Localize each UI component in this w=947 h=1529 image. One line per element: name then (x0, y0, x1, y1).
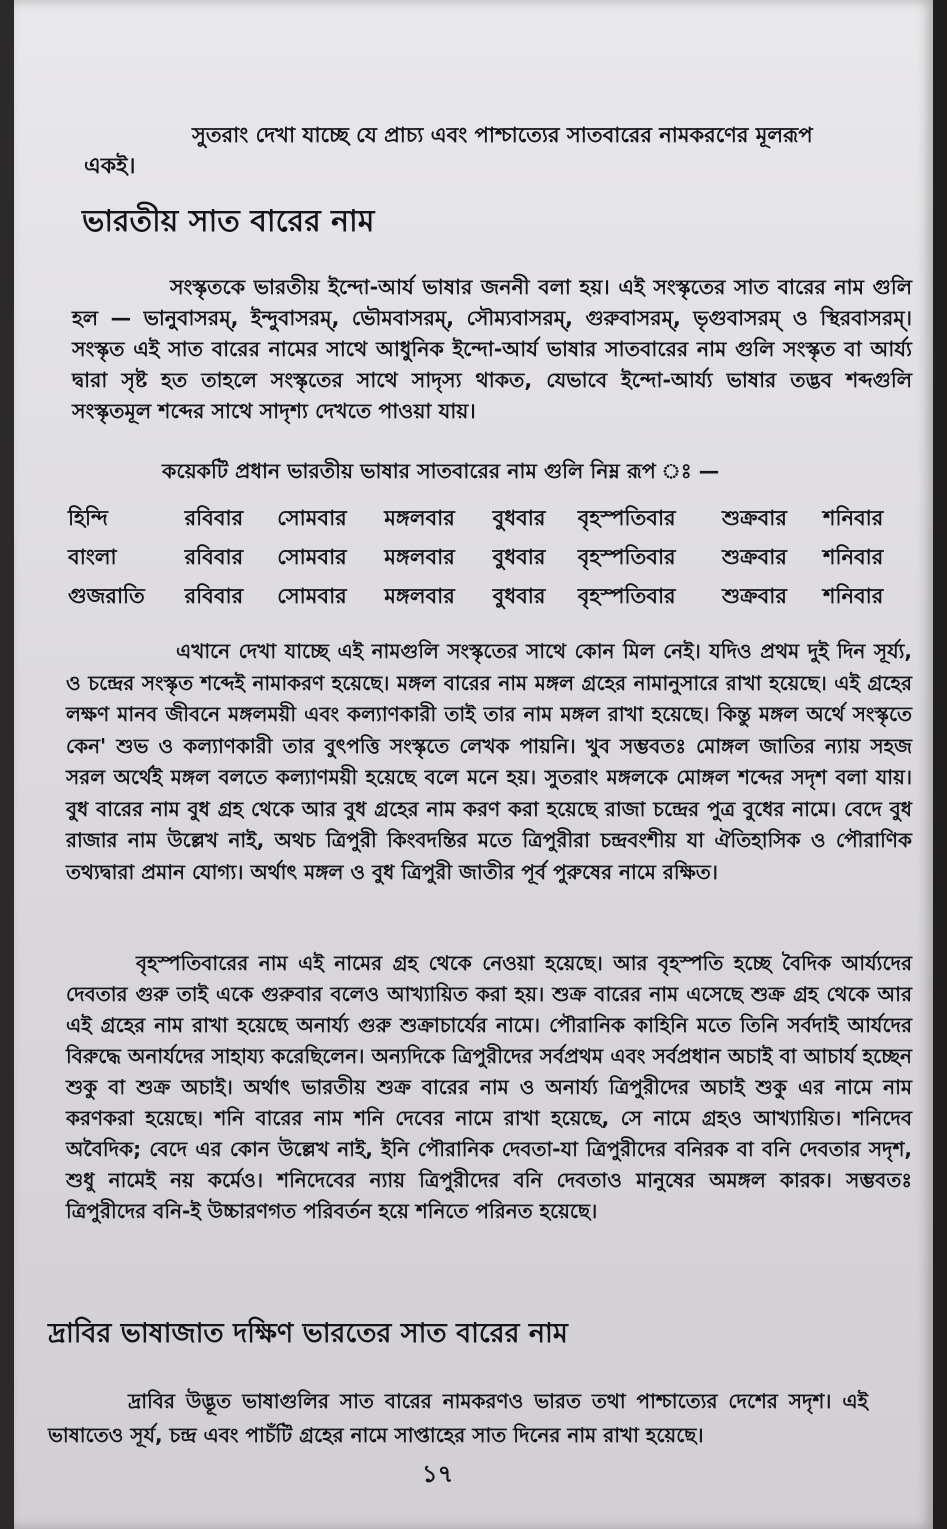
language-name: বাংলা (68, 545, 117, 569)
intro-line-2: একই। (84, 154, 136, 179)
weekday-cell: সোমবার (277, 506, 347, 530)
language-name: হিন্দি (68, 506, 108, 530)
weekday-cell: শুক্রবার (721, 545, 787, 569)
page-shadow-edge (933, 0, 947, 1529)
weekday-cell: শনিবার (823, 545, 884, 569)
paragraph-mangal-budh: এখানে দেখা যাচ্ছে এই নামগুলি সংস্কৃতের সাথে কোন মিল নেই। যদিও প্রথম দুই দিন সূর্য্য, ও চন্দ্রের সংস্কৃত শব্দেই নামাকরণ হয়েছে। মঙ্গল বারের নাম মঙ্গল গ্রহের নামানুসারে রাখা হয়েছে। এই গ্রহের লক্ষণ মানব জীবনে মঙ্গলময়ী এবং কল্যাণকারী তাই তার নাম মঙ্গল রাখা হয়েছে। কিন্তু মঙ্গল অর্থে সংস্কৃতে কেন' শুভ ও কল্যাণকারী তার বুৎপত্তি সংস্কৃতে লেখক পায়নি। খুব সম্ভবতঃ মোঙ্গল জাতির ন্যায় সহজ সরল অর্থেই মঙ্গল বলতে কল্যাণময়ী হয়েছে বলে মনে হয়। সুতরাং মঙ্গলকে মোঙ্গল শব্দের সদৃশ বলা যায়। বুধ বারের নাম বুধ গ্রহ থেকে আর বুধ গ্রহের নাম করণ করা হয়েছে রাজা চন্দ্রের পুত্র বুধের নামে। বেদে বুধ রাজার নাম উল্লেখ নাই, অথচ ত্রিপুরী কিংবদন্তির মতে ত্রিপুরীরা চন্দ্রবংশীয় যা ঐতিহাসিক ও পৌরাণিক তথ্যদ্বারা প্রমান যোগ্য। অর্থাৎ মঙ্গল ও বুধ ত্রিপুরী জাতীর পূর্ব পুরুষের নামে রক্ষিত। (66, 639, 912, 884)
weekday-table (62, 500, 912, 617)
weekday-cell: বুধবার (492, 506, 546, 530)
section-heading-dravidian: দ্রাবির ভাষাজাত দক্ষিণ ভারতের সাত বারের নাম (48, 1318, 568, 1349)
weekday-cell: মঙ্গলবার (384, 545, 455, 569)
table-row (62, 539, 912, 578)
table-row (62, 578, 912, 617)
weekday-cell: শনিবার (823, 584, 884, 608)
weekday-cell: বৃহস্পতিবার (577, 584, 676, 608)
section-heading-indian: ভারতীয় সাত বারের নাম (82, 204, 375, 239)
table-intro: কয়েকটি প্রধান ভারতীয় ভাষার সাতবারের নাম গুলি নিম্ন রূপ ঃ — (162, 459, 720, 483)
weekday-cell: সোমবার (277, 584, 347, 608)
weekday-cell: বুধবার (492, 545, 546, 569)
weekday-cell: মঙ্গলবার (384, 584, 455, 608)
weekday-cell: শনিবার (823, 506, 884, 530)
weekday-cell: বৃহস্পতিবার (577, 506, 676, 530)
weekday-cell: রবিবার (184, 584, 244, 608)
weekday-cell: রবিবার (184, 506, 244, 530)
book-page (14, 0, 934, 1529)
intro-line-1: সুতরাং দেখা যাচ্ছে যে প্রাচ্য এবং পাশ্চাত্যের সাতবারের নামকরণের মূলরূপ (192, 123, 813, 147)
paragraph-dravidian: দ্রাবির উদ্ভূত ভাষাগুলির সাত বারের নামকরণও ভারত তথা পাশ্চাত্যের দেশের সদৃশ। এই ভাষাতেও সূর্য, চন্দ্র এবং পাচঁটি গ্রহের নামে সাপ্তাহের সাত দিনের নাম রাখা হয়েছে। (48, 1389, 868, 1447)
weekday-cell: শুক্রবার (721, 506, 787, 530)
weekday-cell: বৃহস্পতিবার (577, 545, 676, 569)
paragraph-brihaspati-shukra-shani: বৃহস্পতিবারের নাম এই নামের গ্রহ থেকে নেওয়া হয়েছে। আর বৃহস্পতি হচ্ছে বৈদিক আর্য্যদের দেবতার গুরু তাই একে গুরুবার বলেও আখ্যায়িত করা হয়। শুক্র বারের নাম এসেছে শুক্র গ্রহ থেকে আর এই গ্রহের নাম রাখা হয়েছে অনার্য্য গুরু শুক্রাচার্যের নামে। পৌরানিক কাহিনি মতে তিনি সর্বদাই আর্যদের বিরুদ্ধে অনার্যদের সাহায্য করেছিলেন। অন্যদিকে ত্রিপুরীদের সর্বপ্রথম এবং সর্বপ্রধান অচাই বা আচার্য হচ্ছেন শুকু বা শুক্র অচাই। অর্থাৎ ভারতীয় শুক্র বারের নাম ও অনার্য্য ত্রিপুরীদের অচাই শুকু এর নামে নাম করণকরা হয়েছে। শনি বারের নাম শনি দেবের নামে রাখা হয়েছে, সে নামে গ্রহও আখ্যায়িত। শনিদেব অবৈদিক; বেদে এর কোন উল্লেখ নাই, ইনি পৌরানিক দেবতা-যা ত্রিপুরীদের বনিরক বা বনি দেবতার সদৃশ, শুধু নামেই নয় কর্মেও। শনিদেবের ন্যায় ত্রিপুরীদের বনি দেবতাও মানুষের অমঙ্গল কারক। সম্ভবতঃ ত্রিপুরীদের বনি-ই উচ্চারণগত পরিবর্তন হয়ে শনিতে পরিনত হয়েছে। (66, 951, 912, 1223)
weekday-cell: সোমবার (277, 545, 347, 569)
weekday-cell: মঙ্গলবার (384, 506, 455, 530)
weekday-cell: শুক্রবার (721, 584, 787, 608)
paragraph-sanskrit: সংস্কৃতকে ভারতীয় ইন্দো-আর্য ভাষার জননী বলা হয়। এই সংস্কৃতের সাত বারের নাম গুলি হল — ভানুবাসরম্, ইন্দুবাসরম্, ভৌমবাসরম্, সৌম্যবাসরম্, গুরুবাসরম্, ভৃগুবাসরম্ ও স্থিরবাসরম্। সংস্কৃত এই সাত বারের নামের সাথে আধুনিক ইন্দো-আর্য ভাষার সাতবারের নাম গুলি সংস্কৃত বা আর্য্য দ্বারা সৃষ্ট হত তাহলে সংস্কৃতের সাথে সাদৃস্য থাকত, যেভাবে ইন্দো-আর্য্য ভাষার তদ্ভব শব্দগুলি সংস্কৃতমূল শব্দের সাথে সাদৃশ্য দেখতে পাওয়া যায়। (72, 275, 912, 423)
language-name: গুজরাতি (68, 584, 145, 608)
page-number: ১৭ (422, 1460, 454, 1488)
weekday-cell: রবিবার (184, 545, 244, 569)
weekday-cell: বুধবার (492, 584, 546, 608)
table-row (62, 500, 912, 539)
